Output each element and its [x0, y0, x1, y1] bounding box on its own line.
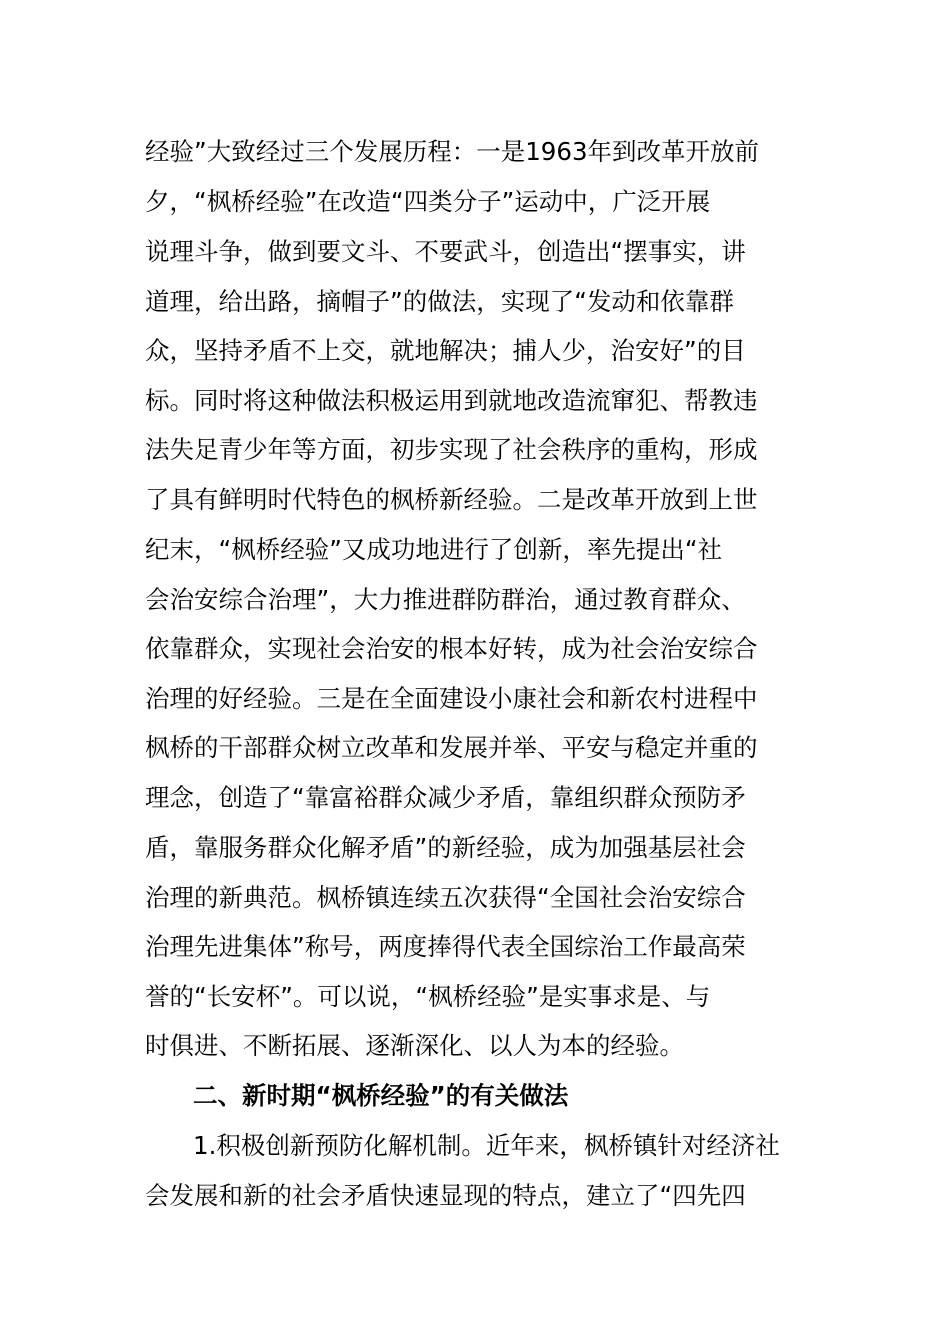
- paragraph-1-line: 治理先进集体”称号，两度捧得代表全国综治工作最高荣: [145, 932, 746, 961]
- paragraph-1-line: 依靠群众，实现社会治安的根本好转，成为社会治安综合: [145, 634, 758, 663]
- section-heading: 二、新时期“枫桥经验”的有关做法: [193, 1081, 569, 1110]
- paragraph-1-line: 标。同时将这种做法积极运用到就地改造流窜犯、帮教违: [145, 386, 758, 415]
- paragraph-1-line: 时俱进、不断拓展、逐渐深化、以人为本的经验。: [145, 1031, 684, 1060]
- paragraph-1-line: 夕，“枫桥经验”在改造“四类分子”运动中，广泛开展: [145, 187, 711, 216]
- paragraph-1-line: 道理，给出路，摘帽子”的做法，实现了“发动和依靠群: [145, 287, 734, 316]
- paragraph-1-line: 盾，靠服务群众化解矛盾”的新经验，成为加强基层社会: [145, 833, 746, 862]
- paragraph-2-line: 1.积极创新预防化解机制。近年来，枫桥镇针对经济社: [193, 1131, 780, 1160]
- paragraph-1-line: 了具有鲜明时代特色的枫桥新经验。二是改革开放到上世: [145, 485, 758, 514]
- paragraph-1-line: 法失足青少年等方面，初步实现了社会秩序的重构，形成: [145, 435, 758, 464]
- paragraph-1-line: 会治安综合治理”，大力推进群防群治，通过教育群众、: [145, 585, 746, 614]
- paragraph-1-line: 枫桥的干部群众树立改革和发展并举、平安与稳定并重的: [145, 733, 758, 762]
- paragraph-1-line: 理念，创造了“靠富裕群众减少矛盾，靠组织群众预防矛: [145, 783, 746, 812]
- paragraph-1-line: 治理的好经验。三是在全面建设小康社会和新农村进程中: [145, 684, 758, 713]
- paragraph-2-line: 会发展和新的社会矛盾快速显现的特点，建立了“四先四: [145, 1181, 746, 1210]
- paragraph-1-line: 纪末，“枫桥经验”又成功地进行了创新，率先提出“社: [145, 535, 723, 564]
- paragraph-1-line: 治理的新典范。枫桥镇连续五次获得“全国社会治安综合: [145, 883, 746, 912]
- paragraph-1-line: 众，坚持矛盾不上交，就地解决；捕人少，治安好”的目: [145, 336, 746, 365]
- paragraph-1-line: 誉的“长安杯”。可以说，“枫桥经验”是实事求是、与: [145, 982, 711, 1011]
- paragraph-1-line: 经验”大致经过三个发展历程：一是1963年到改革开放前: [145, 137, 760, 166]
- paragraph-1-line: 说理斗争，做到要文斗、不要武斗，创造出“摆事实，讲: [145, 237, 746, 266]
